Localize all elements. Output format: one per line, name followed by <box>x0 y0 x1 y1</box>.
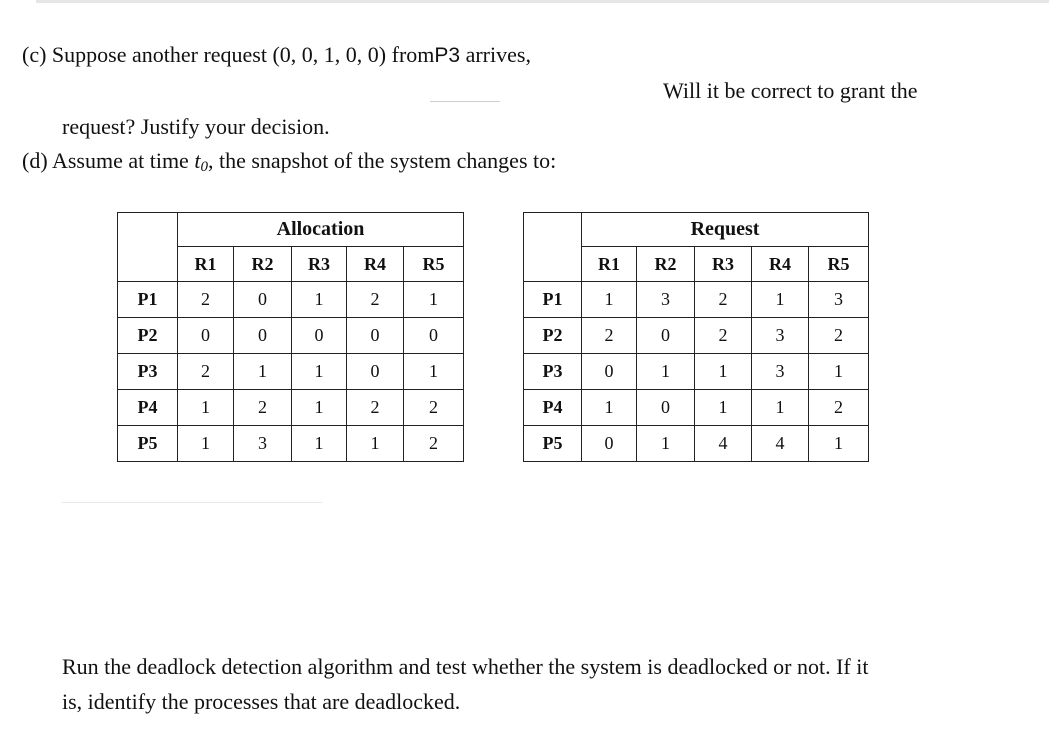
part-d-time-var: t <box>194 148 201 173</box>
table-cell: 1 <box>582 390 637 426</box>
faint-mark <box>430 101 500 102</box>
table-row <box>118 282 464 318</box>
table-cell: 0 <box>582 354 637 390</box>
allocation-col-header: R2 <box>234 247 292 282</box>
part-d-text-start: Assume at time <box>51 148 189 173</box>
table-cell: 0 <box>582 426 637 462</box>
request-corner-cell-2 <box>524 247 582 282</box>
table-cell: 1 <box>292 390 347 426</box>
process-label: P1 <box>118 282 178 318</box>
table-cell: 2 <box>695 318 752 354</box>
table-cell: 1 <box>752 390 809 426</box>
table-cell: 2 <box>404 390 464 426</box>
table-cell: 0 <box>347 354 404 390</box>
table-cell: 1 <box>582 282 637 318</box>
table-cell: 1 <box>178 390 234 426</box>
table-cell: 3 <box>752 354 809 390</box>
table-row <box>118 390 464 426</box>
table-cell: 0 <box>347 318 404 354</box>
table-cell: 0 <box>637 390 695 426</box>
part-d-line <box>22 148 556 180</box>
table-cell: 4 <box>695 426 752 462</box>
part-c-process: P3 <box>434 44 461 67</box>
table-cell: 0 <box>234 282 292 318</box>
allocation-table <box>117 212 464 462</box>
table-cell: 4 <box>752 426 809 462</box>
table-cell: 1 <box>404 354 464 390</box>
table-row <box>118 354 464 390</box>
table-cell: 3 <box>752 318 809 354</box>
allocation-col-header: R5 <box>404 247 464 282</box>
table-cell: 1 <box>809 426 869 462</box>
request-col-header: R2 <box>637 247 695 282</box>
table-cell: 1 <box>234 354 292 390</box>
table-row <box>118 426 464 462</box>
instruction-line2: is, identify the processes that are deadlocked. <box>62 689 461 714</box>
table-cell: 0 <box>178 318 234 354</box>
table-cell: 1 <box>347 426 404 462</box>
instruction-line1: Run the deadlock detection algorithm and test whether the system is deadlocked or not. If it <box>62 654 869 679</box>
table-row <box>118 318 464 354</box>
table-cell: 2 <box>809 318 869 354</box>
faint-mark <box>62 502 322 503</box>
table-cell: 3 <box>809 282 869 318</box>
table-row <box>524 354 869 390</box>
part-c-label: (c) <box>22 42 47 67</box>
table-cell: 0 <box>637 318 695 354</box>
table-cell: 2 <box>582 318 637 354</box>
allocation-corner-cell-2 <box>118 247 178 282</box>
table-cell: 1 <box>637 354 695 390</box>
request-col-header: R1 <box>582 247 637 282</box>
part-d-time-sub: 0 <box>200 159 208 175</box>
part-c-text: Suppose another request (0, 0, 1, 0, 0) from <box>51 42 435 67</box>
allocation-col-header: R1 <box>178 247 234 282</box>
allocation-col-header: R4 <box>347 247 404 282</box>
table-cell: 0 <box>404 318 464 354</box>
request-title: Request <box>582 213 869 247</box>
process-label: P1 <box>524 282 582 318</box>
allocation-col-header: R3 <box>292 247 347 282</box>
table-cell: 1 <box>752 282 809 318</box>
table-cell: 1 <box>404 282 464 318</box>
request-col-header: R4 <box>752 247 809 282</box>
table-cell: 1 <box>695 390 752 426</box>
table-cell: 1 <box>809 354 869 390</box>
part-c-line1 <box>22 42 531 69</box>
table-cell: 3 <box>637 282 695 318</box>
table-cell: 2 <box>809 390 869 426</box>
request-table <box>523 212 869 462</box>
table-cell: 2 <box>234 390 292 426</box>
table-cell: 2 <box>347 390 404 426</box>
table-cell: 1 <box>637 426 695 462</box>
table-cell: 3 <box>234 426 292 462</box>
part-d-label: (d) <box>22 148 48 173</box>
table-cell: 1 <box>695 354 752 390</box>
table-cell: 1 <box>292 426 347 462</box>
table-cell: 2 <box>695 282 752 318</box>
part-c-text-end: arrives, <box>465 42 531 67</box>
table-cell: 2 <box>178 282 234 318</box>
process-label: P5 <box>118 426 178 462</box>
table-cell: 0 <box>292 318 347 354</box>
top-border <box>36 0 1049 3</box>
table-cell: 0 <box>234 318 292 354</box>
table-cell: 1 <box>292 282 347 318</box>
table-row <box>524 318 869 354</box>
table-cell: 1 <box>178 426 234 462</box>
process-label: P2 <box>118 318 178 354</box>
part-d-text-end: , the snapshot of the system changes to: <box>207 148 557 173</box>
allocation-title: Allocation <box>178 213 464 247</box>
table-cell: 2 <box>178 354 234 390</box>
table-row <box>524 282 869 318</box>
request-col-header: R3 <box>695 247 752 282</box>
part-c-continuation: Will it be correct to grant the <box>663 78 918 103</box>
table-cell: 2 <box>404 426 464 462</box>
request-corner-cell <box>524 213 582 247</box>
process-label: P2 <box>524 318 582 354</box>
part-c-line2: request? Justify your decision. <box>62 114 330 139</box>
process-label: P5 <box>524 426 582 462</box>
request-col-header: R5 <box>809 247 869 282</box>
table-row <box>524 426 869 462</box>
process-label: P4 <box>118 390 178 426</box>
process-label: P3 <box>118 354 178 390</box>
process-label: P4 <box>524 390 582 426</box>
table-row <box>524 390 869 426</box>
allocation-corner-cell <box>118 213 178 247</box>
table-cell: 1 <box>292 354 347 390</box>
table-cell: 2 <box>347 282 404 318</box>
process-label: P3 <box>524 354 582 390</box>
